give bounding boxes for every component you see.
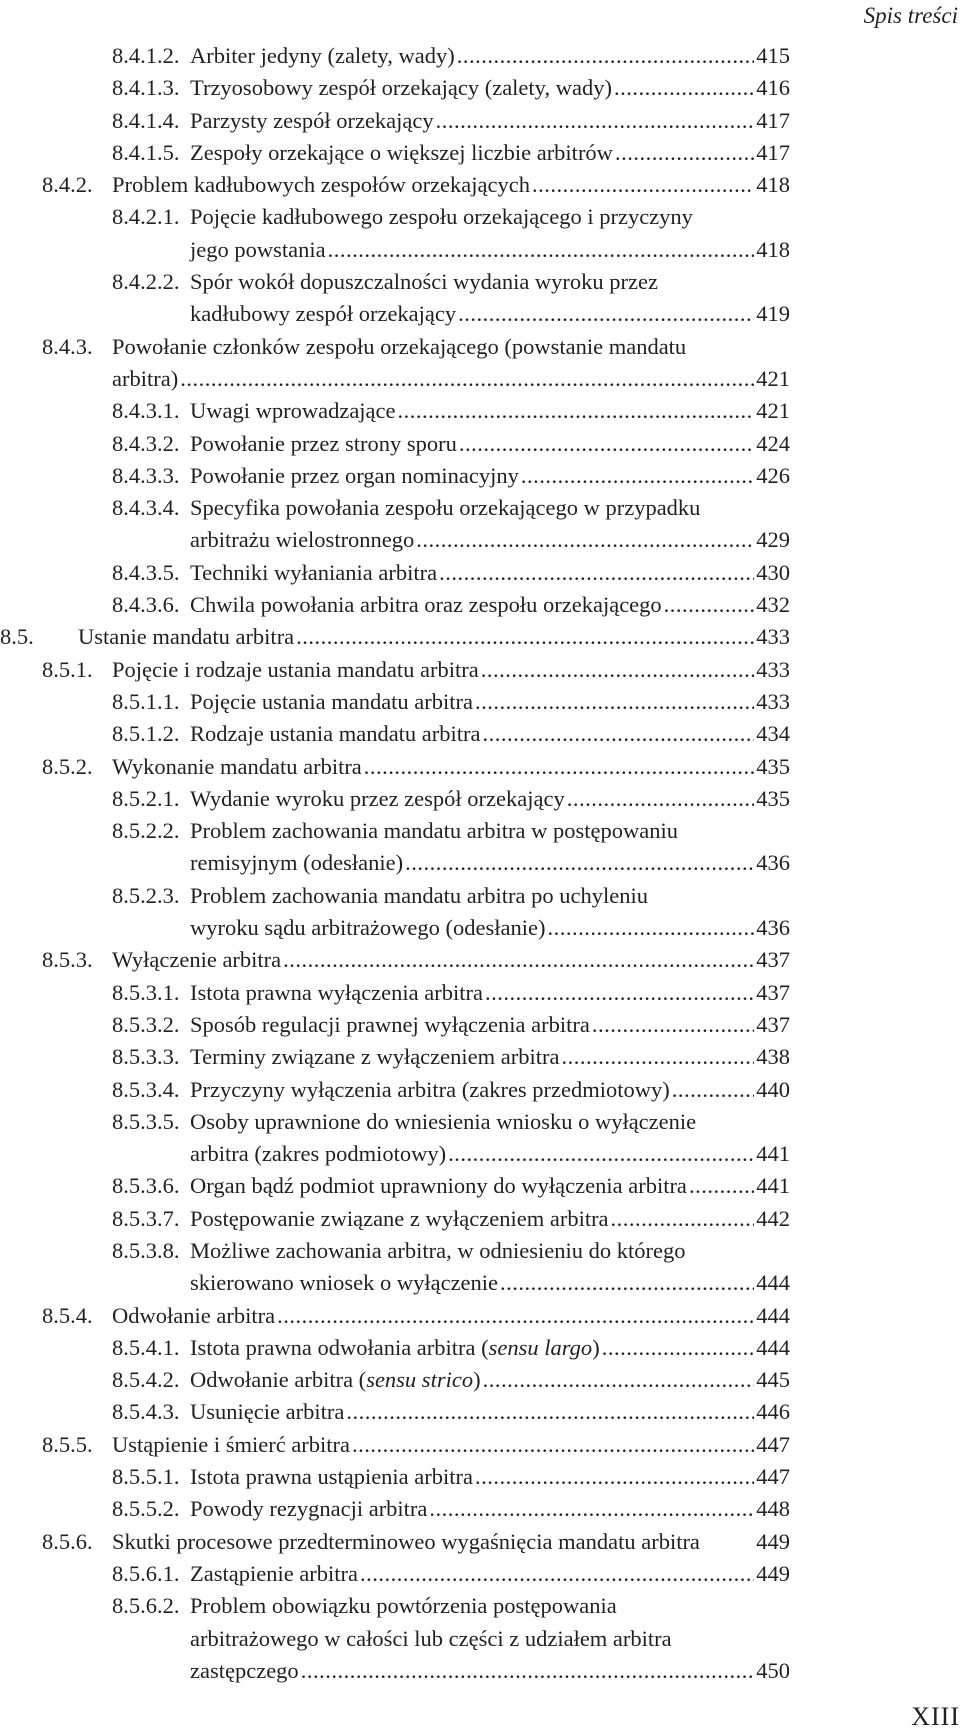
toc-entry-number: 8.5.3.5. bbox=[112, 1108, 180, 1134]
toc-entry-number: 8.4.3.3. bbox=[112, 462, 180, 488]
toc-entry[interactable] bbox=[0, 718, 960, 750]
toc-entry-title: Organ bądź podmiot uprawniony do wyłączenia arbitra bbox=[190, 1173, 687, 1199]
toc-entry-number: 8.5.5.2. bbox=[112, 1496, 180, 1522]
toc-entry-number: 8.5.6.2. bbox=[112, 1593, 180, 1619]
toc-entry-title: Wykonanie mandatu arbitra bbox=[112, 753, 362, 779]
toc-entry-number: 8.5. bbox=[0, 624, 34, 650]
toc-entry-title: arbitra) bbox=[112, 365, 179, 391]
toc-entry-page: 417 bbox=[756, 107, 790, 133]
toc-entry-number: 8.4.3.1. bbox=[112, 398, 180, 424]
dot-leader bbox=[611, 1203, 755, 1235]
toc-entry-title: Sposób regulacji prawnej wyłączenia arbitra bbox=[190, 1011, 590, 1037]
dot-leader bbox=[475, 686, 754, 718]
dot-leader bbox=[485, 977, 754, 1009]
toc-entry-page: 435 bbox=[756, 785, 790, 811]
toc-entry-page: 417 bbox=[756, 139, 790, 165]
toc-entry-title-italic: sensu largo bbox=[488, 1334, 593, 1360]
toc-entry[interactable] bbox=[0, 621, 960, 653]
toc-entry[interactable] bbox=[0, 1235, 960, 1300]
toc-entry-number: 8.5.1.1. bbox=[112, 688, 180, 714]
dot-leader bbox=[458, 298, 754, 330]
toc-entry-number: 8.5.4.1. bbox=[112, 1334, 180, 1360]
toc-entry[interactable] bbox=[0, 137, 960, 169]
toc-entry-page: 450 bbox=[756, 1657, 790, 1683]
toc-entry[interactable] bbox=[0, 1558, 960, 1590]
toc-entry-number: 8.4.1.4. bbox=[112, 107, 180, 133]
toc-entry-title: Powołanie członków zespołu orzekającego (powstanie mandatu bbox=[112, 333, 687, 359]
toc-entry-title: kadłubowy zespół orzekający bbox=[190, 301, 457, 327]
toc-entry-title: Postępowanie związane z wyłączeniem arbitra bbox=[190, 1205, 609, 1231]
toc-entry[interactable] bbox=[0, 944, 960, 976]
toc-entry-title: Ustąpienie i śmierć arbitra bbox=[112, 1431, 351, 1457]
toc-entry-number: 8.5.5. bbox=[42, 1431, 93, 1457]
toc-entry-title: arbitra (zakres podmiotowy) bbox=[190, 1141, 447, 1167]
toc-entry-page: 429 bbox=[756, 527, 790, 553]
toc-entry-number: 8.5.6.1. bbox=[112, 1560, 180, 1586]
toc-entry-title: Problem kadłubowych zespołów orzekających bbox=[112, 172, 530, 198]
toc-entry-title: Parzysty zespół orzekający bbox=[190, 107, 434, 133]
toc-entry-number: 8.5.3.8. bbox=[112, 1237, 180, 1263]
dot-leader bbox=[459, 428, 754, 460]
toc-entry[interactable] bbox=[0, 1396, 960, 1428]
toc-entry-number: 8.5.3.7. bbox=[112, 1205, 180, 1231]
toc-entry-number: 8.4.2.2. bbox=[112, 269, 180, 295]
dot-leader bbox=[416, 524, 754, 556]
dot-leader bbox=[301, 1655, 755, 1687]
toc-entry-title bbox=[190, 1364, 481, 1396]
toc-entry-page: 421 bbox=[756, 398, 790, 424]
toc-entry[interactable] bbox=[0, 815, 960, 880]
toc-entry[interactable] bbox=[0, 331, 960, 396]
toc-entry-title: Przyczyny wyłączenia arbitra (zakres przedmiotowy) bbox=[190, 1076, 670, 1102]
toc-entry-title: Rodzaje ustania mandatu arbitra bbox=[190, 721, 481, 747]
running-head: Spis treści bbox=[863, 3, 958, 28]
toc-entry[interactable] bbox=[0, 977, 960, 1009]
toc-entry-number: 8.4.2. bbox=[42, 172, 93, 198]
toc-entry-page: 438 bbox=[756, 1044, 790, 1070]
dot-leader bbox=[283, 944, 754, 976]
dot-leader bbox=[602, 1332, 755, 1364]
toc-entry-number: 8.4.1.3. bbox=[112, 75, 180, 101]
toc-entry-title: arbitrażowego w całości lub części z udziałem arbitra bbox=[190, 1625, 672, 1651]
toc-entry-page: 433 bbox=[756, 656, 790, 682]
dot-leader bbox=[360, 1558, 754, 1590]
toc-entry[interactable] bbox=[0, 783, 960, 815]
toc-entry-title: Pojęcie ustania mandatu arbitra bbox=[190, 688, 474, 714]
toc-entry-title: jego powstania bbox=[190, 236, 326, 262]
toc-entry-page: 445 bbox=[756, 1367, 790, 1393]
dot-leader bbox=[439, 557, 754, 589]
toc-entry-number: 8.5.4.2. bbox=[112, 1367, 180, 1393]
dot-leader bbox=[672, 1074, 754, 1106]
toc-entry[interactable] bbox=[0, 1106, 960, 1171]
dot-leader bbox=[346, 1396, 754, 1428]
toc-entry-number: 8.4.1.2. bbox=[112, 43, 180, 68]
toc-entry-page: 426 bbox=[756, 462, 790, 488]
toc-entry-title bbox=[190, 1332, 600, 1364]
toc-entry-page: 416 bbox=[756, 75, 790, 101]
toc-entry-title: Zespoły orzekające o większej liczbie arbitrów bbox=[190, 139, 613, 165]
toc-entry-title: Pojęcie kadłubowego zespołu orzekającego i przyczyny bbox=[190, 204, 693, 230]
toc-entry-number: 8.5.3.6. bbox=[112, 1173, 180, 1199]
toc-entry[interactable] bbox=[0, 1203, 960, 1235]
toc-entry-title-part: Istota prawna odwołania arbitra ( bbox=[190, 1334, 489, 1360]
toc-entry-page: 436 bbox=[756, 915, 790, 941]
toc-entry-page: 449 bbox=[756, 1528, 790, 1554]
toc-entry[interactable] bbox=[0, 169, 960, 201]
dot-leader bbox=[592, 1009, 754, 1041]
toc-entry[interactable] bbox=[0, 751, 960, 783]
toc-entry-title: Wyłączenie arbitra bbox=[112, 947, 282, 973]
toc-entry-title: Spór wokół dopuszczalności wydania wyroku przez bbox=[190, 269, 658, 295]
toc-entry-page: 419 bbox=[756, 301, 790, 327]
toc-entry-page: 424 bbox=[756, 430, 790, 456]
toc-entry[interactable] bbox=[0, 1493, 960, 1525]
table-of-contents bbox=[0, 40, 960, 1687]
toc-entry-number: 8.4.3.4. bbox=[112, 495, 180, 521]
dot-leader bbox=[561, 1041, 754, 1073]
toc-entry-number: 8.4.2.1. bbox=[112, 204, 180, 230]
dot-leader bbox=[500, 1267, 754, 1299]
toc-entry-title: Powody rezygnacji arbitra bbox=[190, 1496, 428, 1522]
toc-entry-title: Istota prawna ustąpienia arbitra bbox=[190, 1464, 474, 1490]
toc-entry[interactable] bbox=[0, 686, 960, 718]
toc-entry-number: 8.4.3. bbox=[42, 333, 93, 359]
toc-entry[interactable] bbox=[0, 557, 960, 589]
toc-entry-number: 8.5.3.2. bbox=[112, 1011, 180, 1037]
toc-entry-title: remisyjnym (odesłanie) bbox=[190, 850, 404, 876]
dot-leader bbox=[429, 1493, 754, 1525]
toc-entry-title: Skutki procesowe przedterminoweo wygaśnięcia mandatu arbitra bbox=[112, 1528, 700, 1554]
toc-entry-title: Odwołanie arbitra bbox=[112, 1302, 276, 1328]
toc-entry[interactable] bbox=[0, 40, 960, 72]
dot-leader bbox=[352, 1429, 754, 1461]
toc-entry-number: 8.5.2.3. bbox=[112, 882, 180, 908]
toc-entry-title-italic: sensu strico bbox=[366, 1367, 474, 1393]
toc-entry-title: Problem zachowania mandatu arbitra w postępowaniu bbox=[190, 818, 678, 844]
toc-entry-title: skierowano wniosek o wyłączenie bbox=[190, 1270, 499, 1296]
toc-entry[interactable] bbox=[0, 1429, 960, 1461]
toc-entry-title: Ustanie mandatu arbitra bbox=[78, 624, 295, 650]
dot-leader bbox=[521, 460, 754, 492]
toc-entry[interactable] bbox=[0, 1170, 960, 1202]
toc-entry-page: 442 bbox=[756, 1205, 790, 1231]
toc-entry-title: Powołanie przez organ nominacyjny bbox=[190, 462, 519, 488]
toc-entry-number: 8.5.3. bbox=[42, 947, 93, 973]
toc-entry-title: zastępczego bbox=[190, 1657, 299, 1683]
toc-entry-page: 418 bbox=[756, 236, 790, 262]
toc-entry[interactable] bbox=[0, 492, 960, 557]
toc-entry-number: 8.5.4.3. bbox=[112, 1399, 180, 1425]
toc-entry-title: Trzyosobowy zespół orzekający (zalety, wady) bbox=[190, 75, 612, 101]
toc-entry[interactable] bbox=[0, 1009, 960, 1041]
toc-entry-page: 444 bbox=[756, 1334, 790, 1360]
toc-entry[interactable] bbox=[0, 428, 960, 460]
toc-entry-page: 433 bbox=[756, 688, 790, 714]
toc-entry-number: 8.4.3.5. bbox=[112, 559, 180, 585]
toc-entry[interactable] bbox=[0, 1041, 960, 1073]
dot-leader bbox=[328, 234, 755, 266]
toc-entry[interactable] bbox=[0, 105, 960, 137]
toc-entry-page: 430 bbox=[756, 559, 790, 585]
toc-entry[interactable] bbox=[0, 266, 960, 331]
page-folio: XIII bbox=[911, 1702, 960, 1731]
toc-entry-number: 8.5.5.1. bbox=[112, 1464, 180, 1490]
dot-leader bbox=[398, 395, 755, 427]
dot-leader bbox=[405, 847, 754, 879]
toc-entry-page: 437 bbox=[756, 947, 790, 973]
dot-leader bbox=[614, 72, 754, 104]
dot-leader bbox=[180, 363, 754, 395]
toc-entry-title: Powołanie przez strony sporu bbox=[190, 430, 457, 456]
toc-entry-title: Usunięcie arbitra bbox=[190, 1399, 345, 1425]
toc-entry-page: 440 bbox=[756, 1076, 790, 1102]
dot-leader bbox=[457, 40, 755, 72]
toc-entry-title: Istota prawna wyłączenia arbitra bbox=[190, 979, 483, 1005]
dot-leader bbox=[615, 137, 754, 169]
toc-entry-title: wyroku sądu arbitrażowego (odesłanie) bbox=[190, 915, 546, 941]
toc-entry-title-part: ) bbox=[592, 1334, 600, 1360]
toc-entry[interactable] bbox=[0, 589, 960, 621]
toc-entry[interactable] bbox=[0, 201, 960, 266]
toc-entry[interactable] bbox=[0, 1332, 960, 1364]
toc-entry[interactable] bbox=[0, 395, 960, 427]
toc-entry-number: 8.5.3.3. bbox=[112, 1044, 180, 1070]
toc-entry[interactable] bbox=[0, 1074, 960, 1106]
toc-entry-page: 421 bbox=[756, 365, 790, 391]
dot-leader bbox=[436, 105, 755, 137]
toc-entry-title: Pojęcie i rodzaje ustania mandatu arbitra bbox=[112, 656, 479, 682]
toc-entry-title: Problem obowiązku powtórzenia postępowania bbox=[190, 1593, 617, 1619]
dot-leader bbox=[567, 783, 755, 815]
toc-entry-number: 8.5.2. bbox=[42, 753, 93, 779]
dot-leader bbox=[364, 751, 754, 783]
toc-entry-title: Osoby uprawnione do wniesienia wniosku o wyłączenie bbox=[190, 1108, 697, 1134]
toc-entry-title: Terminy związane z wyłączeniem arbitra bbox=[190, 1044, 560, 1070]
toc-entry[interactable] bbox=[0, 72, 960, 104]
toc-entry-title: Chwila powołania arbitra oraz zespołu orzekającego bbox=[190, 592, 662, 618]
toc-entry[interactable] bbox=[0, 654, 960, 686]
toc-entry-page: 441 bbox=[756, 1141, 790, 1167]
toc-entry-page: 415 bbox=[756, 43, 790, 68]
toc-entry-page: 434 bbox=[756, 721, 790, 747]
toc-entry-number: 8.5.1.2. bbox=[112, 721, 180, 747]
toc-entry[interactable] bbox=[0, 880, 960, 945]
dot-leader bbox=[475, 1461, 754, 1493]
toc-entry-number: 8.4.3.2. bbox=[112, 430, 180, 456]
toc-entry-page: 436 bbox=[756, 850, 790, 876]
toc-entry-number: 8.4.1.5. bbox=[112, 139, 180, 165]
toc-entry-title: Arbiter jedyny (zalety, wady) bbox=[190, 43, 455, 68]
dot-leader bbox=[483, 1364, 755, 1396]
toc-entry-page: 444 bbox=[756, 1270, 790, 1296]
toc-entry[interactable] bbox=[0, 1364, 960, 1396]
toc-entry-title: Zastąpienie arbitra bbox=[190, 1560, 359, 1586]
toc-entry-title: Techniki wyłaniania arbitra bbox=[190, 559, 438, 585]
dot-leader bbox=[532, 169, 754, 201]
toc-entry-title: arbitrażu wielostronnego bbox=[190, 527, 415, 553]
toc-entry-title: Specyfika powołania zespołu orzekającego w przypadku bbox=[190, 495, 701, 521]
toc-entry-number: 8.5.2.2. bbox=[112, 818, 180, 844]
toc-entry-number: 8.5.3.4. bbox=[112, 1076, 180, 1102]
toc-entry-number: 8.5.4. bbox=[42, 1302, 93, 1328]
dot-leader bbox=[481, 654, 755, 686]
toc-entry-number: 8.5.3.1. bbox=[112, 979, 180, 1005]
toc-entry-number: 8.5.2.1. bbox=[112, 785, 180, 811]
toc-entry-page: 437 bbox=[756, 979, 790, 1005]
toc-entry-title: Problem zachowania mandatu arbitra po uchyleniu bbox=[190, 882, 648, 908]
toc-entry-title-part: ) bbox=[473, 1367, 481, 1393]
toc-entry[interactable] bbox=[0, 1590, 960, 1687]
toc-entry-number: 8.5.1. bbox=[42, 656, 93, 682]
dot-leader bbox=[548, 912, 755, 944]
toc-entry-title: Uwagi wprowadzające bbox=[190, 398, 396, 424]
dot-leader bbox=[277, 1300, 754, 1332]
toc-entry-page: 449 bbox=[756, 1560, 790, 1586]
toc-entry-page: 444 bbox=[756, 1302, 790, 1328]
toc-entry[interactable] bbox=[0, 1461, 960, 1493]
toc-entry-title-part: Odwołanie arbitra ( bbox=[190, 1367, 367, 1393]
toc-entry-page: 435 bbox=[756, 753, 790, 779]
toc-entry-number: 8.4.3.6. bbox=[112, 592, 180, 618]
toc-entry[interactable] bbox=[0, 1526, 960, 1558]
toc-entry-page: 448 bbox=[756, 1496, 790, 1522]
toc-entry-page: 433 bbox=[756, 624, 790, 650]
toc-entry[interactable] bbox=[0, 460, 960, 492]
dot-leader bbox=[689, 1170, 754, 1202]
toc-entry-page: 441 bbox=[756, 1173, 790, 1199]
dot-leader bbox=[483, 718, 755, 750]
dot-leader bbox=[296, 621, 754, 653]
toc-entry-title: Wydanie wyroku przez zespół orzekający bbox=[190, 785, 565, 811]
toc-entry-page: 446 bbox=[756, 1399, 790, 1425]
toc-entry-page: 437 bbox=[756, 1011, 790, 1037]
dot-leader bbox=[448, 1138, 754, 1170]
toc-entry-page: 418 bbox=[756, 172, 790, 198]
toc-entry-page: 447 bbox=[756, 1431, 790, 1457]
toc-entry[interactable] bbox=[0, 1300, 960, 1332]
toc-entry-title: Możliwe zachowania arbitra, w odniesieniu do którego bbox=[190, 1237, 686, 1263]
toc-entry-page: 447 bbox=[756, 1464, 790, 1490]
toc-entry-number: 8.5.6. bbox=[42, 1528, 93, 1554]
dot-leader bbox=[664, 589, 755, 621]
toc-entry-page: 432 bbox=[756, 592, 790, 618]
